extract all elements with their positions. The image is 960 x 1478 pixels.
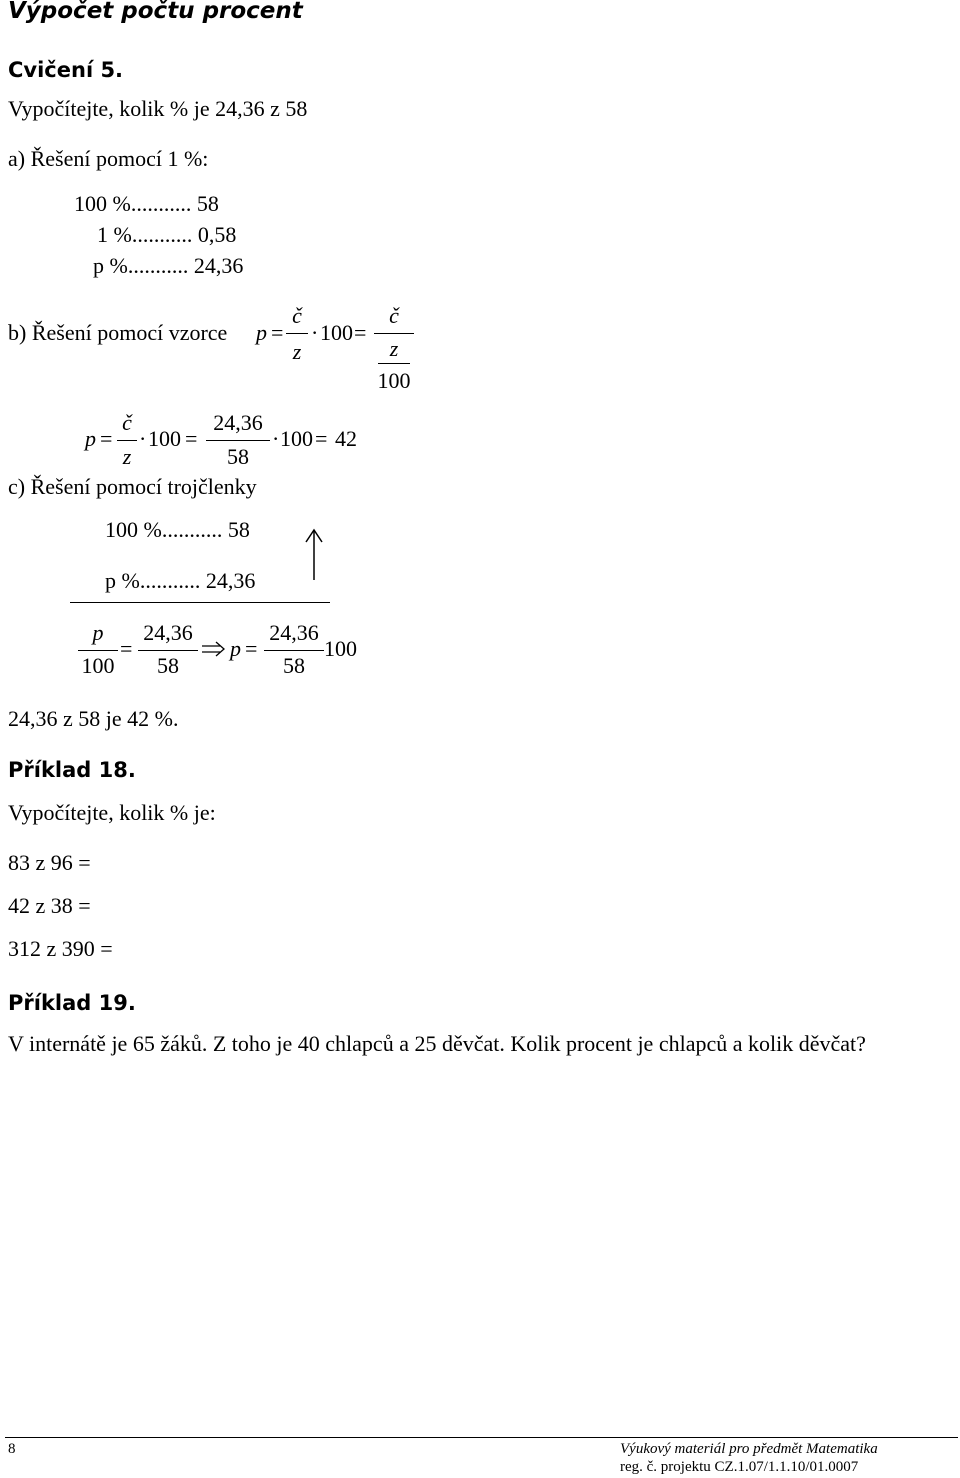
page-title: Výpočet počtu procent <box>8 0 303 24</box>
footer-rule <box>5 1437 958 1438</box>
formula-den-z2: z <box>389 336 399 361</box>
separator-line <box>70 602 330 603</box>
implies-icon <box>200 640 228 658</box>
part-b-label: b) Řešení pomocí vzorce <box>8 320 228 345</box>
arrow-up-icon <box>300 526 328 582</box>
a-line-3: p %........... 24,36 <box>93 253 244 278</box>
a-line-2: 1 %........... 0,58 <box>97 222 237 247</box>
priklad18-task: Vypočítejte, kolik % je: <box>8 800 216 825</box>
c-line-1: 100 %........... 58 <box>105 517 250 542</box>
part-a-label: a) Řešení pomocí 1 %: <box>8 146 209 171</box>
formula-den-z: z <box>292 339 302 364</box>
priklad18-heading: Příklad 18. <box>8 758 136 782</box>
priklad18-item-2: 42 z 38 = <box>8 893 91 918</box>
formula-num-c: č <box>292 303 302 328</box>
calc-den: 58 <box>227 444 249 469</box>
c-line-2: p %........... 24,36 <box>105 568 256 593</box>
fraction-bar-main <box>374 333 414 334</box>
footer-line-1: Výukový materiál pro předmět Matematika <box>620 1441 878 1457</box>
exercise-task: Vypočítejte, kolik % je 24,36 z 58 <box>8 96 308 121</box>
calc-num: 24,36 <box>213 410 263 435</box>
calc-p: p <box>85 426 96 451</box>
fraction-bar <box>286 333 308 334</box>
formula-eq1: = <box>271 320 284 345</box>
a-line-1: 100 %........... 58 <box>74 191 219 216</box>
formula-den-100: 100 <box>377 368 411 393</box>
exercise-heading: Cvičení 5. <box>8 58 124 82</box>
priklad19-task: V internátě je 65 žáků. Z toho je 40 chlapců a 25 děvčat. Kolik procent je chlapců a kolik děvčat? <box>8 1031 866 1056</box>
priklad18-item-1: 83 z 96 = <box>8 850 91 875</box>
conclusion: 24,36 z 58 je 42 %. <box>8 706 179 731</box>
priklad19-heading: Příklad 19. <box>8 991 136 1015</box>
priklad18-item-3: 312 z 390 = <box>8 936 113 961</box>
formula-num-c2: č <box>389 303 399 328</box>
formula-p: p <box>256 320 267 345</box>
fraction-bar-inner <box>378 363 410 364</box>
calc-result: 42 <box>335 426 357 451</box>
page-number: 8 <box>8 1441 16 1457</box>
formula-100: 100 <box>320 320 353 345</box>
formula-eq2: = <box>354 320 367 345</box>
part-c-label: c) Řešení pomocí trojčlenky <box>8 474 257 499</box>
footer-line-2: reg. č. projektu CZ.1.07/1.1.10/01.0007 <box>620 1459 859 1475</box>
